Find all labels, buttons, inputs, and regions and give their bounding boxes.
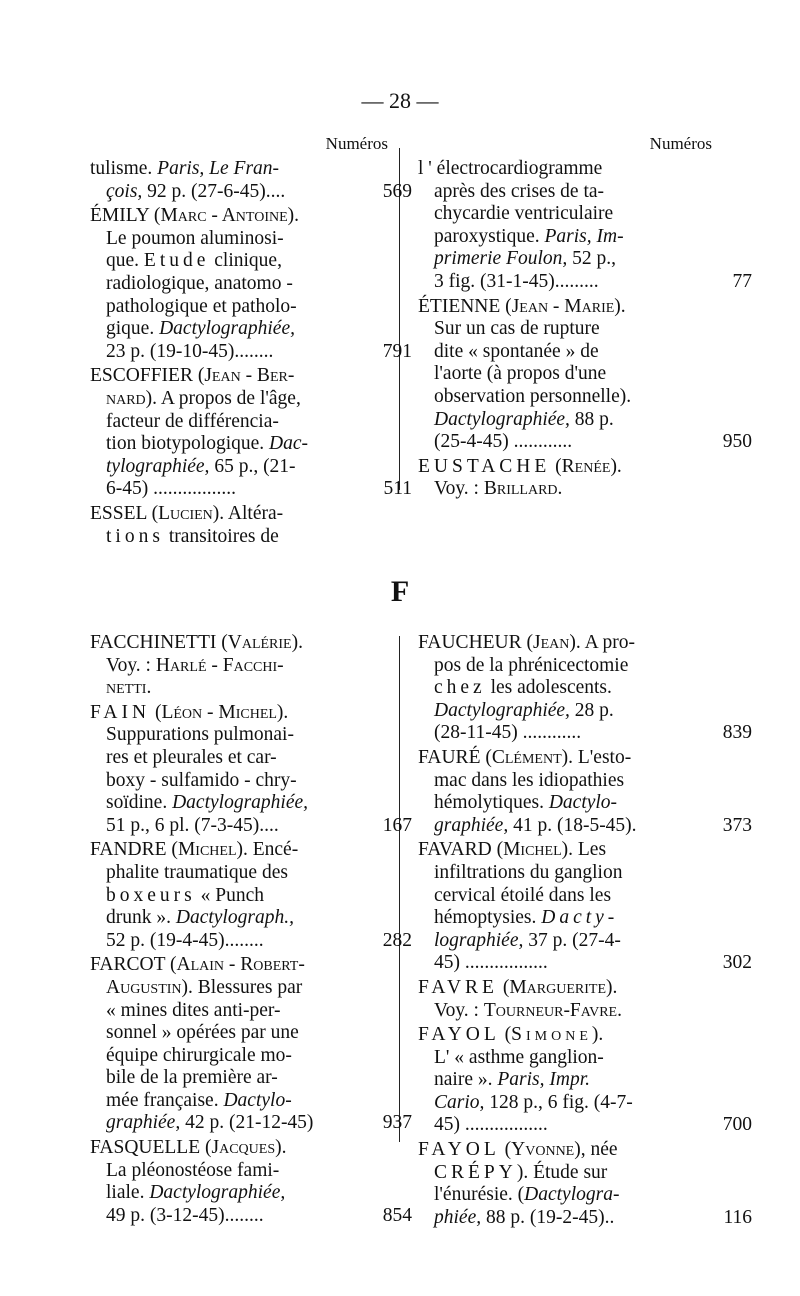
entry-line: EUSTACHE (Renée). <box>418 455 622 477</box>
entry-line: chycardie ventriculaire <box>434 203 614 225</box>
entry-line: phiée, 88 p. (19-2-45).. <box>434 1206 615 1228</box>
index-entry <box>418 456 688 501</box>
entry-number: 839 <box>722 722 752 744</box>
entry-line: gique. Dactylographiée, <box>106 318 295 340</box>
entry-line: FASQUELLE (Jacques). <box>90 1137 287 1159</box>
entry-line: bile de la première ar- <box>106 1067 278 1089</box>
entry-line: 51 p., 6 pl. (7-3-45).... <box>106 814 279 836</box>
entry-line: paroxystique. Paris, Im- <box>434 225 624 247</box>
entry-line: graphiée, 42 p. (21-12-45) <box>106 1112 314 1134</box>
bottom-right-column <box>418 632 752 1231</box>
entry-line: Cario, 128 p., 6 fig. (4-7- <box>434 1091 633 1113</box>
index-entry <box>90 1137 412 1227</box>
column-heading-left: Numéros <box>325 134 388 153</box>
index-entry <box>418 977 688 1022</box>
entry-line: Dactylographiée, 28 p. <box>434 699 614 721</box>
entry-line: FAUCHEUR (Jean). A pro- <box>418 632 635 653</box>
entry-line: FAURÉ (Clément). L'esto- <box>418 746 632 768</box>
entry-number: 700 <box>722 1114 752 1136</box>
entry-line: 45) ................. <box>434 1114 548 1136</box>
entry-line: tulisme. Paris, Le Fran- <box>90 158 280 179</box>
top-left-column <box>90 158 412 550</box>
entry-line: boxeurs « Punch <box>106 884 264 906</box>
index-entry <box>90 205 412 363</box>
entry-number: 950 <box>722 431 752 453</box>
entry-line: res et pleurales et car- <box>106 746 277 768</box>
index-entry <box>90 954 412 1135</box>
index-entry <box>418 839 752 975</box>
entry-line: ÉMILY (Marc - Antoine). <box>90 205 300 227</box>
entry-number: 302 <box>722 952 752 974</box>
entry-line: hémolytiques. Dactylo- <box>434 792 618 814</box>
page-number: — 28 — <box>361 88 439 113</box>
entry-line: phalite traumatique des <box>106 861 288 883</box>
entry-line: après des crises de ta- <box>434 180 605 202</box>
entry-line: chez les adolescents. <box>434 677 612 699</box>
entry-line: radiologique, anatomo - <box>106 272 293 294</box>
entry-line: 3 fig. (31-1-45)......... <box>434 270 599 292</box>
index-entry <box>90 701 412 838</box>
entry-line: l'énurésie. (Dactylogra- <box>434 1184 620 1206</box>
entry-line: FACCHINETTI (Valérie). <box>90 632 303 653</box>
entry-line: 45) ................. <box>434 952 548 974</box>
entry-line: boxy - sulfamido - chry- <box>106 769 297 791</box>
entry-line: CRÉPY). Étude sur <box>434 1161 608 1183</box>
entry-line: Augustin). Blessures par <box>106 976 303 998</box>
section-letter: F <box>390 575 410 608</box>
entry-line: 49 p. (3-12-45)........ <box>106 1204 264 1226</box>
entry-line: infiltrations du ganglion <box>434 861 623 883</box>
entry-line: Le poumon aluminosi- <box>106 227 284 249</box>
entry-line: drunk ». Dactylograph., <box>106 907 294 929</box>
entry-line: çois, 92 p. (27-6-45).... <box>106 180 286 202</box>
entry-line: FAVARD (Michel). Les <box>418 839 607 861</box>
entry-number: 77 <box>732 270 752 292</box>
index-entry <box>418 295 752 454</box>
entry-number: 373 <box>722 814 752 836</box>
entry-line: tylographiée, 65 p., (21- <box>106 455 296 477</box>
index-entry <box>90 503 360 548</box>
entry-line: « mines dites anti-per- <box>106 999 281 1021</box>
entry-line: observation personnelle). <box>434 385 632 407</box>
index-entry <box>90 839 412 952</box>
index-entry <box>90 632 360 700</box>
entry-line: que. Etude clinique, <box>106 250 282 272</box>
entry-line: Suppurations pulmonai- <box>106 724 294 746</box>
entry-line: FAYOL (Yvonne), née <box>418 1139 618 1161</box>
index-entry <box>90 365 412 501</box>
column-rule-bottom <box>399 636 400 1142</box>
entry-line: 52 p. (19-4-45)........ <box>106 929 264 951</box>
entry-line: FANDRE (Michel). Encé- <box>90 839 299 861</box>
entry-line: ÉTIENNE (Jean - Marie). <box>418 295 626 317</box>
entry-line: FAIN (Léon - Michel). <box>90 701 289 723</box>
index-entry <box>90 158 412 203</box>
entry-line: Voy. : Harlé - Facchi- <box>106 654 284 676</box>
entry-line: Voy. : Tourneur-Favre. <box>434 999 622 1021</box>
entry-number: 282 <box>382 929 412 951</box>
entry-line: 6-45) ................. <box>106 478 236 500</box>
entry-number: 791 <box>382 340 412 362</box>
entry-line: La pléonostéose fami- <box>106 1159 280 1181</box>
entry-line: FAVRE (Marguerite). <box>418 976 618 998</box>
index-entry <box>418 632 752 745</box>
entry-line: Sur un cas de rupture <box>434 318 600 340</box>
entry-line: (28-11-45) ............ <box>434 722 582 744</box>
entry-line: 23 p. (19-10-45)........ <box>106 340 274 362</box>
index-entry <box>418 1139 752 1229</box>
entry-line: facteur de différencia- <box>106 410 279 432</box>
entry-line: (25-4-45) ............ <box>434 431 573 453</box>
index-entry <box>418 746 752 837</box>
entry-line: équipe chirurgicale mo- <box>106 1044 292 1066</box>
entry-line: liale. Dactylographiée, <box>106 1182 286 1204</box>
entry-line: ESCOFFIER (Jean - Ber- <box>90 365 295 387</box>
entry-line: soïdine. Dactylographiée, <box>106 792 309 814</box>
entry-line: mée française. Dactylo- <box>106 1089 292 1111</box>
column-heading-right: Numéros <box>649 134 712 153</box>
entry-line: l'aorte (à propos d'une <box>434 363 607 385</box>
entry-line: ESSEL (Lucien). Altéra- <box>90 502 284 524</box>
top-right-column <box>418 158 752 503</box>
entry-line: naire ». Paris, Impr. <box>434 1069 590 1091</box>
entry-line: netti. <box>106 677 152 699</box>
entry-line: sonnel » opérées par une <box>106 1022 299 1044</box>
entry-number: 569 <box>382 180 412 202</box>
entry-number: 854 <box>382 1204 412 1226</box>
entry-line: l ' électrocardiogramme <box>418 158 603 179</box>
entry-line: dite « spontanée » de <box>434 340 599 362</box>
entry-line: hémoptysies. Dacty- <box>434 907 619 929</box>
entry-line: cervical étoilé dans les <box>434 884 612 906</box>
entry-line: primerie Foulon, 52 p., <box>434 248 616 270</box>
entry-line: L' « asthme ganglion- <box>434 1046 604 1068</box>
entry-line: lographiée, 37 p. (27-4- <box>434 929 621 951</box>
index-entry <box>418 1024 752 1137</box>
entry-number: 116 <box>723 1206 752 1228</box>
entry-line: Voy. : Brillard. <box>434 478 563 500</box>
entry-line: pathologique et patholo- <box>106 295 297 317</box>
entry-line: Dactylographiée, 88 p. <box>434 408 614 430</box>
entry-line: tion biotypologique. Dac- <box>106 433 309 455</box>
entry-line: mac dans les idiopathies <box>434 769 625 791</box>
entry-line: FARCOT (Alain - Robert- <box>90 954 305 976</box>
entry-line: tions transitoires de <box>106 525 279 547</box>
entry-number: 937 <box>382 1112 412 1134</box>
bottom-left-column <box>90 632 412 1229</box>
entry-line: nard). A propos de l'âge, <box>106 387 301 409</box>
entry-line: graphiée, 41 p. (18-5-45). <box>434 814 637 836</box>
entry-number: 511 <box>383 478 412 500</box>
index-entry <box>418 158 752 294</box>
entry-number: 167 <box>382 814 412 836</box>
entry-line: FAYOL (Simone). <box>418 1024 604 1046</box>
entry-line: pos de la phrénicectomie <box>434 654 629 676</box>
